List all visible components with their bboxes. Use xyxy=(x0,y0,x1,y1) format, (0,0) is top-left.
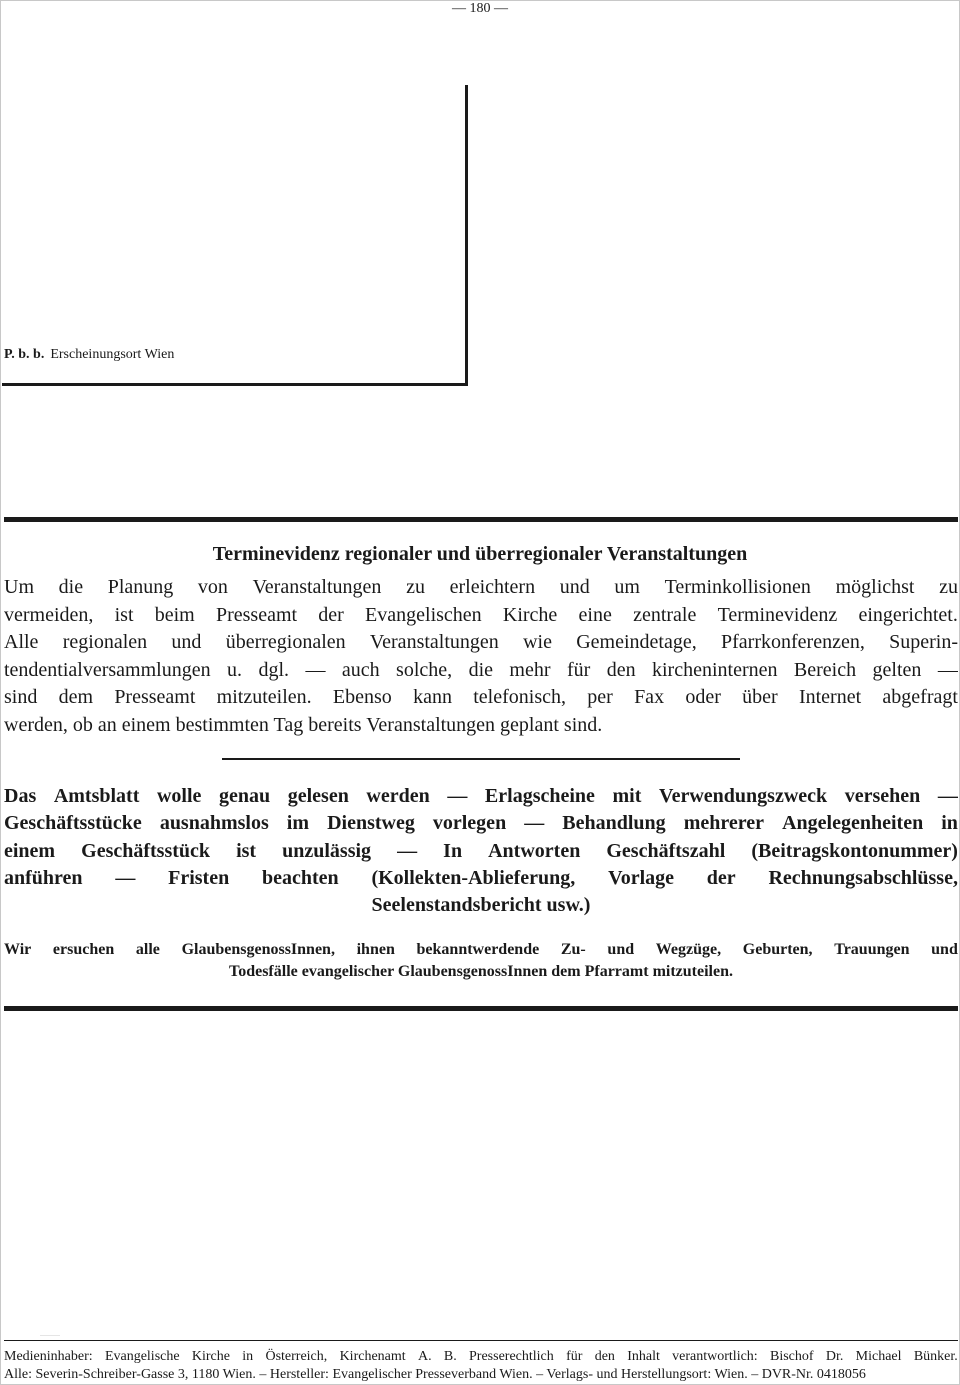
word: Presserechtlich xyxy=(469,1349,554,1364)
word: Behandlung xyxy=(562,812,666,835)
word: ausnahmslos xyxy=(159,812,269,835)
word: B. xyxy=(443,1349,457,1364)
event-line xyxy=(4,602,958,630)
word: einem xyxy=(4,839,56,862)
word: Inhalt xyxy=(627,1349,660,1364)
notice-line xyxy=(4,783,958,810)
word: Evangelischen xyxy=(365,603,482,626)
word: Superin- xyxy=(889,631,958,653)
word: sind xyxy=(4,686,38,708)
word: Kirchenamt xyxy=(339,1349,406,1364)
pbb-label: P. b. b. xyxy=(4,347,45,362)
word: mehr xyxy=(509,658,551,681)
word: unzulässig xyxy=(282,839,372,862)
word: und xyxy=(171,631,202,653)
word: Veranstaltungen xyxy=(369,631,499,653)
word: eingerichtet. xyxy=(858,603,958,626)
word: überregionalen xyxy=(225,631,346,653)
word: der xyxy=(318,603,344,626)
word: Geburten, xyxy=(742,941,813,958)
word: telefonisch, xyxy=(473,686,566,708)
footer-line xyxy=(4,1348,958,1366)
word: über xyxy=(742,686,778,708)
word: Internet xyxy=(798,686,862,708)
word: Geschäftsstücke xyxy=(4,812,142,835)
word: den xyxy=(594,1349,615,1364)
word: Österreich, xyxy=(265,1349,328,1364)
word: Bünker. xyxy=(913,1349,958,1364)
event-section-heading: Terminevidenz regionaler und überregionaler Veranstaltungen xyxy=(212,543,748,565)
word: (Beitragskontonummer) xyxy=(751,839,958,862)
word: regionalen xyxy=(62,631,148,653)
word: — xyxy=(305,658,326,681)
word: erleichtern xyxy=(449,576,536,598)
word: Antworten xyxy=(488,839,581,862)
page-number: — 180 — xyxy=(452,1,508,16)
word: zentrale xyxy=(633,603,697,626)
word: u. xyxy=(227,658,243,681)
word: kann xyxy=(413,686,452,708)
footer-address-line: Alle: Severin-Schreiber-Gasse 3, 1180 Wien. – Hersteller: Evangelischer Presseverband Wien. – Verlags- und Herstellungsort: Wien. – DVR-Nr. 0418056 xyxy=(4,1366,866,1382)
request-last-line: Todesfälle evangelischer GlaubensgenossInnen dem Pfarramt mitzuteilen. xyxy=(229,963,733,980)
event-line xyxy=(4,629,958,657)
notice-line xyxy=(4,865,958,892)
word: Planung xyxy=(107,576,174,598)
word: — xyxy=(397,839,418,862)
word: beim xyxy=(154,603,195,626)
member-changes-request xyxy=(4,939,958,983)
section-divider xyxy=(222,758,740,760)
bottom-divider xyxy=(4,1006,958,1011)
word: versehen xyxy=(844,785,921,807)
word: der xyxy=(706,866,736,889)
word: für xyxy=(566,658,591,681)
word: zu xyxy=(939,576,958,598)
word: Um xyxy=(4,576,34,598)
word: ersuchen xyxy=(52,941,115,958)
word: vorlegen xyxy=(432,812,507,835)
word: Erlagscheine xyxy=(484,785,595,807)
word: auch xyxy=(341,658,380,681)
word: für xyxy=(566,1349,583,1364)
event-line xyxy=(4,574,958,602)
event-line xyxy=(4,657,958,685)
top-divider xyxy=(4,517,958,522)
word: wolle xyxy=(156,785,202,807)
word: und xyxy=(559,576,590,598)
word: dgl. xyxy=(258,658,290,681)
word: mitzuteilen. xyxy=(216,686,312,708)
word: Rechnungsabschlüsse, xyxy=(768,866,958,889)
word: den xyxy=(606,658,636,681)
word: Terminkollisionen xyxy=(664,576,811,598)
word: — xyxy=(937,658,958,681)
word: tendentialversammlungen xyxy=(4,658,211,681)
word: Das xyxy=(4,785,37,807)
word: Wir xyxy=(4,941,32,958)
word: Dienstweg xyxy=(327,812,415,835)
word: solche, xyxy=(396,658,453,681)
request-line xyxy=(4,939,958,961)
word: mehrerer xyxy=(683,812,765,835)
word: eine xyxy=(578,603,612,626)
word: Geschäftsstück xyxy=(81,839,211,862)
word: — xyxy=(447,785,468,807)
word: verantwortlich: xyxy=(672,1349,758,1364)
word: Evangelische xyxy=(104,1349,180,1364)
word: oder xyxy=(685,686,721,708)
word: wie xyxy=(523,631,552,653)
address-window-frame xyxy=(2,85,468,386)
word: Ebenso xyxy=(332,686,392,708)
word: Fristen xyxy=(168,866,230,889)
word: ihnen xyxy=(356,941,395,958)
word: zu xyxy=(406,576,425,598)
word: dem xyxy=(58,686,94,708)
word: Bischof xyxy=(769,1349,814,1364)
word: im xyxy=(286,812,310,835)
postal-imprint xyxy=(4,346,174,364)
faint-mark-icon xyxy=(40,1332,60,1340)
word: — xyxy=(937,785,958,807)
word: Medieninhaber: xyxy=(4,1349,93,1364)
word: kircheninternen xyxy=(652,658,778,681)
word: und xyxy=(931,941,958,958)
word: vermeiden, xyxy=(4,603,94,626)
notice-line xyxy=(4,810,958,837)
word: ist xyxy=(236,839,257,862)
word: gelesen xyxy=(287,785,349,807)
word: Zu- xyxy=(560,941,586,958)
word: Bereich xyxy=(793,658,857,681)
word: Veranstaltungen xyxy=(252,576,382,598)
publication-place: Erscheinungsort Wien xyxy=(50,347,175,362)
word: Terminevidenz xyxy=(717,603,838,626)
word: Presseamt xyxy=(114,686,196,708)
notice-last-line: Seelenstandsbericht usw.) xyxy=(371,894,591,917)
event-line xyxy=(4,684,958,712)
word: gelten xyxy=(872,658,922,681)
word: von xyxy=(197,576,228,598)
word: Kirche xyxy=(502,603,558,626)
word: (Kollekten-Ablieferung, xyxy=(371,866,576,889)
event-line-last: werden, ob an einem bestimmten Tag bereits Veranstaltungen geplant sind. xyxy=(4,713,603,736)
word: möglichst xyxy=(835,576,915,598)
word: anführen xyxy=(4,866,83,889)
word: In xyxy=(443,839,463,862)
word: Angelegenheiten xyxy=(782,812,924,835)
word: Amtsblatt xyxy=(53,785,140,807)
notice-line xyxy=(4,838,958,865)
word: beachten xyxy=(261,866,339,889)
word: Fax xyxy=(634,686,665,708)
word: bekanntwerdende xyxy=(416,941,540,958)
word: A. xyxy=(417,1349,432,1364)
word: Michael xyxy=(855,1349,902,1364)
word: genau xyxy=(219,785,271,807)
footer-divider xyxy=(4,1340,958,1341)
word: Verwendungszweck xyxy=(659,785,828,807)
word: Alle xyxy=(4,631,39,653)
word: ist xyxy=(114,603,134,626)
word: GlaubensgenossInnen, xyxy=(181,941,335,958)
word: in xyxy=(242,1349,254,1364)
imprint-footer xyxy=(4,1348,958,1383)
word: Vorlage xyxy=(608,866,675,889)
word: mit xyxy=(612,785,642,807)
word: in xyxy=(941,812,958,835)
word: Kirche xyxy=(191,1349,230,1364)
word: Gemeindetage, xyxy=(576,631,697,653)
word: Presseamt xyxy=(215,603,298,626)
word: und xyxy=(607,941,635,958)
word: Dr. xyxy=(825,1349,844,1364)
word: Wegzüge, xyxy=(655,941,722,958)
event-section-body xyxy=(4,574,958,739)
word: Pfarrkonferenzen, xyxy=(721,631,865,653)
word: — xyxy=(524,812,545,835)
word: Geschäftszahl xyxy=(606,839,726,862)
word: abgefragt xyxy=(882,686,958,708)
word: die xyxy=(58,576,84,598)
word: per xyxy=(587,686,613,708)
word: werden xyxy=(366,785,430,807)
reading-notice xyxy=(4,783,958,919)
word: alle xyxy=(135,941,160,958)
word: die xyxy=(468,658,493,681)
word: um xyxy=(614,576,640,598)
word: Trauungen xyxy=(834,941,910,958)
word: — xyxy=(115,866,136,889)
